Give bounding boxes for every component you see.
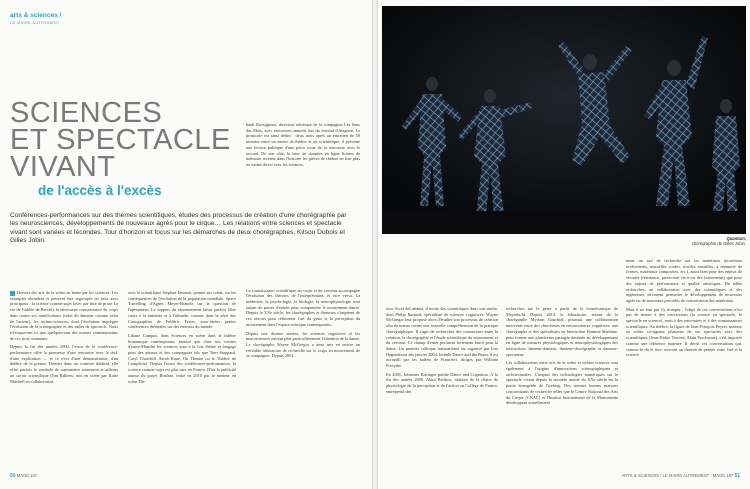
page-folio-left [10, 473, 37, 479]
dance-photo [382, 6, 746, 234]
dancers-image-icon [382, 6, 746, 234]
article-title [10, 97, 231, 183]
page-folio-right [621, 473, 740, 479]
article-subtitle: de l'accès à l'excès [38, 183, 162, 198]
section-label: arts & sciences / [10, 12, 62, 19]
paragraph: Depuis une dizaine années, les sciences cognitives et les neurosciences entrent plus particulièrement l'attention de la danse. Le chorégraphe Wayne McGregor a ainsi mis en œuvre un véritable laboratoire de recherche sur le corps en mouvement de sa compagnie. Depuis 2001, [246, 330, 360, 359]
body-column-6 [626, 258, 742, 361]
title-line-3: VIVANT [10, 151, 116, 183]
title-line-1: SCIENCES [10, 97, 163, 129]
body-column-5 [506, 306, 618, 409]
paragraph: avec le scientifique Stephan Emmott, permet sur scène, sur les conséquences de l'évolution de la population mondiale. Space Travelling d'Agnes Meyer-Brandis sur la question de l'apesanteur. Le rapport du raisonnement laisse parfois libre cours à la fantaisie et à l'absurde, comme dans la série des Cartographies de Frédéric Ferrer, sous-titrées petites conférences théâtrales sur des endroits du monde. [128, 290, 236, 330]
issue-label: ARTS & SCIENCES / LE MAIRE AUTREMENT · MAGE 187 [621, 473, 734, 478]
caption-text: chorégraphie de Gilles Jobin. [691, 241, 746, 247]
paragraph: bault Rossigneux, directeur artistique de la compagnie Les Sens des Mots, avec rencontres annuels lors du festival d'Avignon. Le protocole est ainsi défini : deux mois après un entretien de 50 minutes entre un auteur de théâtre et un scientifique, il présente une lecture publique d'une pièce issue de la rencontre avec le second. De son côté, la base de données en ligne Scènes de mémoire recense dans l'histoire les pièces de théâtre en lien plus ou moins direct avec les sciences. [246, 122, 360, 167]
issue-label: MAGE 187 [16, 473, 38, 478]
paragraph: Mais il ne faut pas s'y tromper : l'objet de ces conversations n'est pas de mener à des conversions (la science en spectacle, le spectacle en science), mais à des rencontres et à des connaissances scientifiques. Au théâtre, la figure de Jean-François Peyret, metteur en scène co-signant plusieurs de ses spectacles avec des scientifiques (Jean-Didier Vincent, Alain Prochiantz), s'est imposée comme une référence majeure. Il décrit ces conversations qui, comme le dit le titre, ouvrent un chemin de pensée entre l'art et la science. [626, 306, 742, 358]
paragraph: ment un axe de recherche sur les matériaux (nouveaux revêtements, nouvelles cordes, textiles sensibles, à mémoire de formes, matériaux composites, etc.), aussi bien pour des enjeux de sécurité (résistance, protection vis-à-vis des frottements) que pour des enjeux de performance et qualité artistiques. De telles recherches, en collaboration avec des scientifiques et des ingénieurs, devraient permettre le développement de nouveaux agrès ou de nouveaux procédés de conservation des matériaux. [626, 258, 742, 303]
body-column-3 [246, 122, 360, 362]
paragraph: Dresser des arts de la scène en hante par les sciences. Les exemples abondent et peuvent être regroupés en trois axes principaux : la science comme sujet (avec par titre de prose La vie de Galilée de Brecht), la nécessaire connaissance du corps dans toutes ses ramifications (celui du danseur comme celui de l'acteur), les techno-sciences, dont l'évolution imprègne l'évolution de la scénographie et des salles de spectacle. Nous n'évoquerons ici que quelques-uns des avatars contemporains de ces trois communs. [10, 290, 118, 341]
paragraph: Liliane Campos, dans Sciences en scène dans le théâtre britannique contemporain, montre que chez nos voisins d'outre-Manche les sciences sont à la fois thème et langage pour des auteurs et des compagnies tels que Tom Stoppard, Caryl Churchill, Sarah Kane, On Theatre ou le Théâtre de Complicité. Depuis l'essor des conférences-performances, la science comme sujet est plus rare en France. D'où la publicité autour du projet Binôme, initié en 2010 par le metteur en scène Thi- [128, 332, 236, 384]
body-column-4 [386, 306, 498, 398]
page-number: 50 [10, 473, 16, 479]
paragraph: La connaissance scientifique du corps et du cerveau accompagne l'évolution des théories de l'interprétation, et vice versa. La médecine, la psychologie, la biologie, la neurophysiologie sont autant de portes d'entrée pour comprendre le mouvement dansé. Depuis le XXe siècle, les chorégraphes et danseurs s'inspirent de ces savoirs pour réinventer l'art du geste et la perception du mouvement dans l'espace scénique contemporain. [246, 287, 360, 327]
paragraph: Depuis la fin des années 2000, l'essor de la conférence-performance offre la promesse d'une rencontre avec le réel, d'une explication — et ce n'est d'une démonstration, d'un théâtre de la preuve. Dernier dans un contexte théâtral, elle offre parfois le symbole de transmettre autrement et ailleurs un savoir scientifique (Jim Billiens, mis en scène par Katie Mitchell en collaboration [10, 344, 118, 384]
body-column-1 [10, 290, 118, 387]
section-sublabel: LE MAIRE AUTREMENT [10, 20, 60, 25]
page-number: 51 [734, 473, 740, 479]
title-line-2: ET SPECTACLE [10, 124, 231, 156]
caption-title: Quantum, [726, 236, 746, 241]
left-page [0, 0, 372, 489]
paragraph: recherches sur le geste à partir de la biomécanique de Meyerhold. Depuis 2013, le laboratoire, autour de la chorégraphe Myriam Gourfink, poursuit une collaboration innovante entre des chercheurs en neurosciences cognitives, une chorégraphe et des spécialistes en Interaction Homme Machine, pour former une plateforme partagée destinée au développement en ligne de mesures physiologiques et neurophysiologiques des interactions danseur-danseur, danseur-chorégraphe et danseur-spectateur. [506, 306, 618, 357]
paragraph: avec Scott deLahunta, il invite des scientifiques dans son studio, dont Philip Barnard, spécialiste de sciences cognitives. Wayne McGregor leur propose alors d'étudier son processus de création afin de mieux cerner une nouvelle compréhension de la pratique chorégraphique. Il s'agit de rechercher des connexions entre la création, la chorégraphie et l'étude scientifique du mouvement et du cerveau. Ce champ d'entre pertinent fortement lancé pour la danse. Un premier colloque international est organisé par Ivar Hagendoorn dès janvier 2004. Intitulé Dance and the Brain, il est accueilli par les ballets de Francfort, dirigés par William Forsythe. [386, 306, 498, 369]
body-column-2 [128, 290, 236, 387]
right-page [378, 0, 750, 489]
article-lead: Conférences-performances sur des thèmes scientifiques, études des processus de création d'une chorégraphie par les neurosciences, développements de nouveaux agrès pour le cirque… Les relations entre sciences et spectacle vivant sont variées et fécondes. Tour d'horizon et focus sur les démarches de deux chorégraphes, Kitsou Dubois et Gilles Jobin. [10, 212, 347, 245]
photo-caption [648, 236, 746, 247]
paragraph: Les collaborations entre arts de la scène et techno-sciences sont également à l'origine d'innovations scénographiques et architecturales. L'impact des technologies numériques sur le spectacle vivant depuis la seconde moitié du XXe siècle est la partie émergente de l'iceberg. Des travaux bonnes maisons concomitants de recherche telles que le Centre National des Arts du Cirque (CNAC) et l'Institut International de la Marionnette développent actuellement [506, 360, 618, 406]
paragraph: En 2005, Johannes Birringer publie Dance and Cognition. À la fin des années 2000, Alain Berthoz, titulaire de la chaire de physiologie de la perception et de l'action au Collège de France, entreprend des [386, 371, 498, 394]
